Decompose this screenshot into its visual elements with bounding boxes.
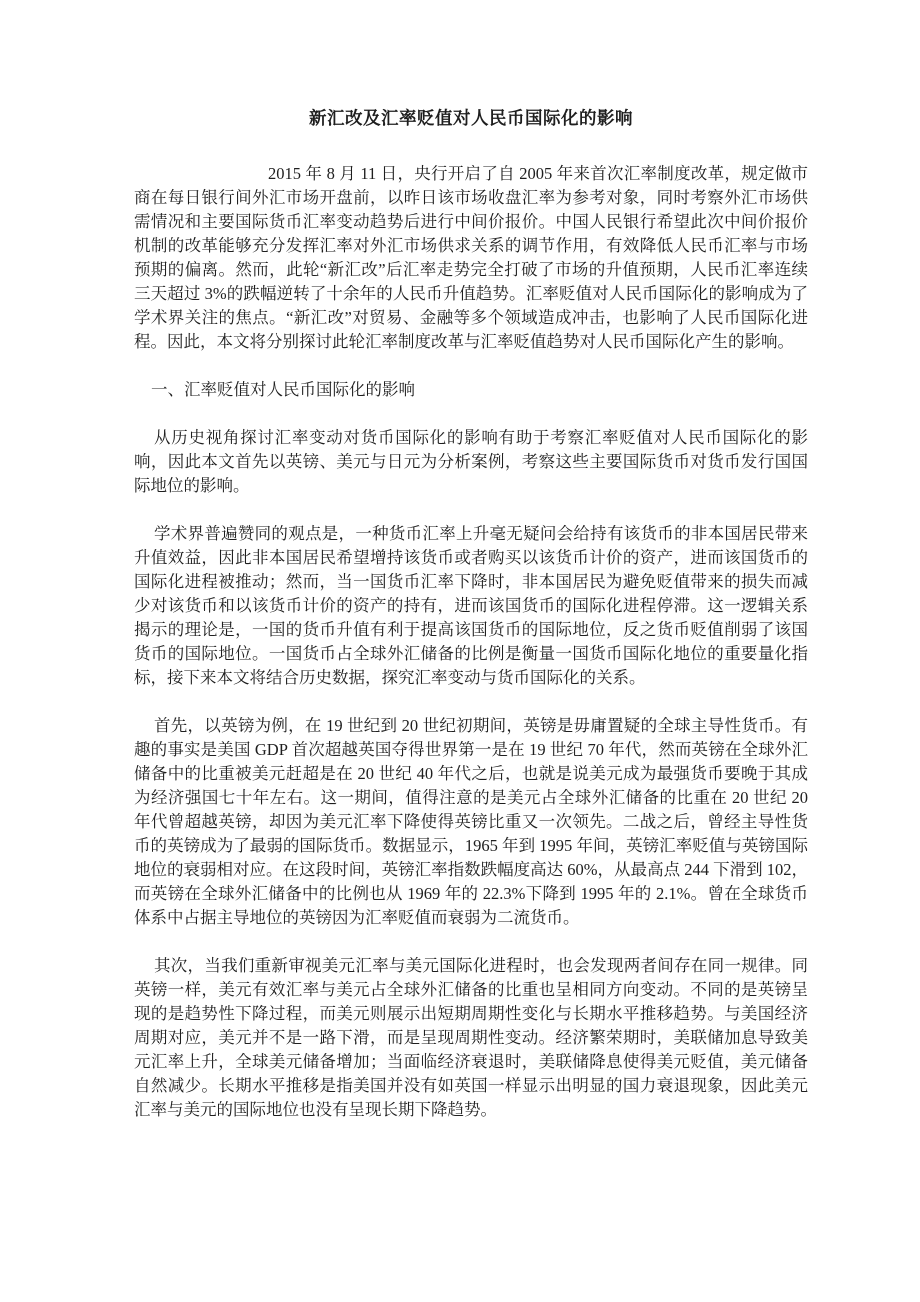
section-heading: 一、汇率贬值对人民币国际化的影响 xyxy=(151,380,415,399)
body-paragraph: 首先，以英镑为例，在 19 世纪到 20 世纪初期间，英镑是毋庸置疑的全球主导性货币。有趣的事实是美国 GDP 首次超越英国夺得世界第一是在 19 世纪 70 年代，然而英镑在全球外汇储备中的比重被美元赶超是在 20 世纪 40 年代之后，也就是说美元成为最强货币要晚于其成为经济强国七十年左右。这一期间，值得注意的是美元占全球外汇储备的比重在 20 世纪 20 年代曾超越英镑，却因为美元汇率下降使得英镑比重又一次领先。二战之后，曾经主导性货币的英镑成为了最弱的国际货币。数据显示，1965 年到 1995 年间，英镑汇率贬值与英镑国际地位的衰弱相对应。在这段时间，英镑汇率指数跌幅度高达 60%，从最高点 244 下滑到 102，而英镑在全球外汇储备中的比例也从 1969 年的 22.3%下降到 1995 年的 2.1%。曾在全球货币体系中占据主导地位的英镑因为汇率贬值而衰弱为二流货币。 xyxy=(134,716,808,927)
body-paragraph: 其次，当我们重新审视美元汇率与美元国际化进程时，也会发现两者间存在同一规律。同英镑一样，美元有效汇率与美元占全球外汇储备的比重也呈相同方向变动。不同的是英镑呈现的是趋势性下降过程，而美元则展示出短期周期性变化与长期水平推移趋势。与美国经济周期对应，美元并不是一路下滑，而是呈现周期性变动。经济繁荣期时，美联储加息导致美元汇率上升，全球美元储备增加；当面临经济衰退时，美联储降息使得美元贬值，美元储备自然减少。长期水平推移是指美国并没有如英国一样显示出明显的国力衰退现象，因此美元汇率与美元的国际地位也没有呈现长期下降趋势。 xyxy=(134,956,808,1119)
body-paragraph: 从历史视角探讨汇率变动对货币国际化的影响有助于考察汇率贬值对人民币国际化的影响，因此本文首先以英镑、美元与日元为分析案例，考察这些主要国际货币对货币发行国国际地位的影响。 xyxy=(134,428,808,495)
document-title: 新汇改及汇率贬值对人民币国际化的影响 xyxy=(309,108,633,128)
body-paragraph: 2015 年 8 月 11 日，央行开启了自 2005 年来首次汇率制度改革，规定做市商在每日银行间外汇市场开盘前，以昨日该市场收盘汇率为参考对象，同时考察外汇市场供需情况和主要国际货币汇率变动趋势后进行中间价报价。中国人民银行希望此次中间价报价机制的改革能够充分发挥汇率对外汇市场供求关系的调节作用，有效降低人民币汇率与市场预期的偏离。然而，此轮“新汇改”后汇率走势完全打破了市场的升值预期，人民币汇率连续三天超过 3%的跌幅逆转了十余年的人民币升值趋势。汇率贬值对人民币国际化的影响成为了学术界关注的焦点。“新汇改”对贸易、金融等多个领域造成冲击，也影响了人民币国际化进程。因此，本文将分别探讨此轮汇率制度改革与汇率贬值趋势对人民币国际化产生的影响。 xyxy=(134,164,808,351)
body-paragraph: 学术界普遍赞同的观点是，一种货币汇率上升毫无疑问会给持有该货币的非本国居民带来升值效益，因此非本国居民希望增持该货币或者购买以该货币计价的资产，进而该国货币的国际化进程被推动；然而，当一国货币汇率下降时，非本国居民为避免贬值带来的损失而减少对该货币和以该货币计价的资产的持有，进而该国货币的国际化进程停滞。这一逻辑关系揭示的理论是，一国的货币升值有利于提高该国货币的国际地位，反之货币贬值削弱了该国货币的国际地位。一国货币占全球外汇储备的比例是衡量一国货币国际化地位的重要量化指标，接下来本文将结合历史数据，探究汇率变动与货币国际化的关系。 xyxy=(134,524,808,687)
document-body xyxy=(134,162,808,1122)
document-content xyxy=(134,106,808,1146)
